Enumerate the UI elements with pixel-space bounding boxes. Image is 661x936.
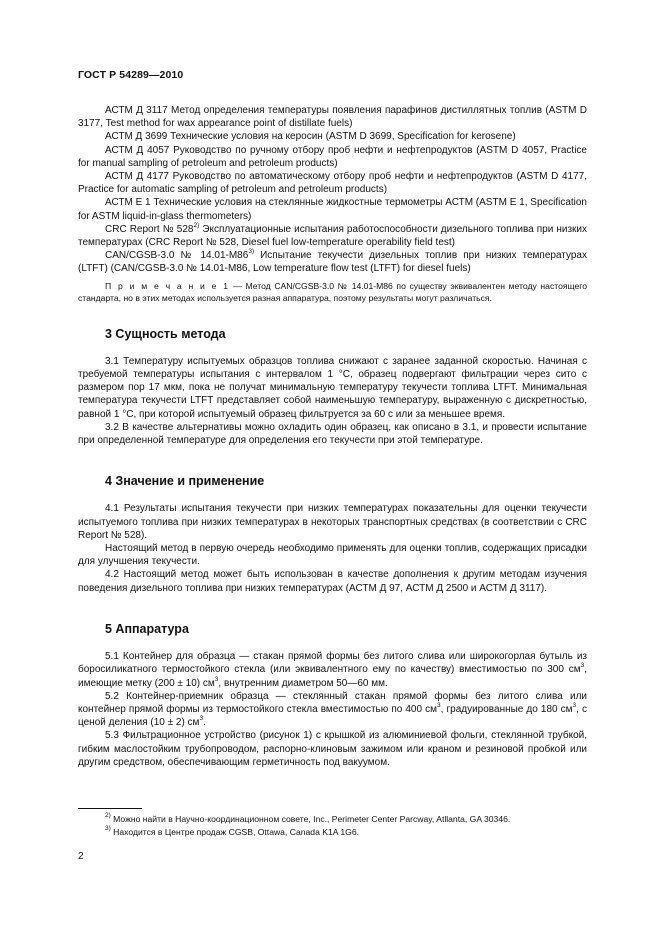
footnotes — [78, 813, 587, 839]
section-3-1: 3.1 Температуру испытуемых образцов топлива снижают с заранее заданной скоростью. Начиная с требуемой температуры испытания с интервалом 1 °С, образец подвергают фильтрации через сито с размером пор 17 мкм, пока не получат минимальную температуру текучести топлива LTFT. Минимальная температура текучести LTFT представляет собой наименьшую температуру, выраженную с дискретностью, равной 1 °С, при которой испытуемый образец фильтруется за 60 с или за меньшее время. — [78, 355, 587, 420]
footnote-ref-2: 2) — [193, 221, 200, 229]
reference-crc-code: CRC Report № 528 — [105, 223, 194, 235]
note-1 — [78, 280, 587, 304]
section-5-2-text-b: , градуированные до 180 см — [440, 703, 573, 715]
footnote-ref-3: 3) — [248, 248, 255, 256]
reference-astm-d3117: АСТМ Д 3117 Метод определения температуры появления парафинов дистиллятных топлив (ASTM D 3177, Test method for wax appearance point of distillate fuels) — [78, 105, 587, 130]
section-5-2-text-d: . — [203, 717, 206, 729]
document-header: ГОСТ Р 54289—2010 — [78, 69, 184, 81]
section-5-2-text-c: , с ценой деления (10 ± 2) см — [78, 703, 588, 729]
unit-superscript: 3 — [199, 715, 204, 723]
section-5-heading: 5 Аппаратура — [105, 621, 189, 636]
footnote-2 — [78, 813, 587, 826]
reference-can-text: Испытание текучести дизельных топлив при низких температурах (LTFT) (CAN/CGSB-3.0 № 14.01-M86, Low temperature flow test (LTFT) for diesel fuels) — [78, 250, 587, 275]
footnote-text: Находится в Центре продаж CGSB, Ottawa, Canada K1A 1G6. — [110, 827, 360, 837]
reference-astm-d4177: АСТМ Д 4177 Руководство по автоматическому отбору проб нефти и нефтепродуктов (ASTM D 4177, Practice for automatic sampling of petroleum and petroleum products) — [78, 171, 587, 196]
reference-astm-d4057: АСТМ Д 4057 Руководство по ручному отбору проб нефти и нефтепродуктов (ASTM D 4057, Practice for manual sampling of petroleum and petroleum products) — [78, 144, 587, 169]
section-5-1 — [78, 650, 587, 690]
footnote-divider — [78, 808, 142, 809]
section-5-1-text-a: 5.1 Контейнер для образца — стакан прямой формы без литого слива или широкогорлая бутыль из боросиликатного термостойкого стекла (или эквивалентного ему по качеству) вместимостью по 300 см — [78, 651, 587, 676]
page-number: 2 — [78, 851, 84, 862]
footnote-marker: 2) — [105, 812, 111, 819]
section-3-heading: 3 Сущность метода — [105, 326, 226, 341]
section-5-3: 5.3 Фильтрационное устройство (рисунок 1) с крышкой из алюминиевой фольги, стеклянной трубкой, гибким маслостойким трубопроводом, распорно-клиновым зажимом или краном и резиновой пробкой или другим средством, обеспечивающим герметичность под вакуумом. — [78, 730, 587, 768]
section-5-1-text-b: , имеющие метку (200 ± 10) см — [78, 664, 587, 689]
unit-superscript: 3 — [580, 662, 585, 670]
section-5-2-text-a: 5.2 Контейнер-приемник образца — стеклянный стакан прямой формы без литого слива или контейнер прямой формы из термостойкого стекла вместимостью по 400 см — [78, 690, 587, 715]
section-5-1-text-c: , внутренним диаметром 50—60 мм. — [218, 677, 388, 689]
reference-can-code: CAN/CGSB-3.0 № 14.01-M86 — [105, 250, 249, 262]
reference-crc-report — [78, 223, 587, 249]
unit-superscript: 3 — [572, 701, 577, 709]
reference-astm-d3699: АСТМ Д 3699 Технические условия на керосин (ASTM D 3699, Specification for kerosene) — [105, 131, 516, 143]
section-4-heading: 4 Значение и применение — [105, 474, 265, 489]
section-5-2 — [78, 690, 587, 730]
note-label: П р и м е ч а н и е 1 — [105, 280, 230, 291]
section-4-1-continued: Настоящий метод в первую очередь необходимо применять для оценки топлив, содержащих присадки для улучшения текучести. — [78, 543, 587, 568]
section-4-2: 4.2 Настоящий метод может быть использован в качестве дополнения к другим методам изучения поведения дизельного топлива при низких температурах (АСТМ Д 97, АСТМ Д 2500 и АСТМ Д 3117). — [78, 569, 587, 594]
footnote-marker: 3) — [105, 825, 111, 832]
note-text: — Метод CAN/CGSB-3.0 № 14.01-M86 по существу эквивалентен методу настоящего стандарта, но в этих методах используется разная аппаратура, поэтому результаты могут различаться. — [78, 280, 587, 303]
section-3-2: 3.2 В качестве альтернативы можно охладить один образец, как описано в 3.1, и провести испытание при определенной температуре для определения его текучести при этой температуре. — [78, 421, 587, 447]
footnote-3 — [78, 826, 587, 839]
unit-superscript: 3 — [437, 701, 441, 709]
reference-astm-e1: АСТМ Е 1 Технические условия на стеклянные жидкостные термометры АСТМ (ASTM E 1, Specification for ASTM liquid-in-glass thermometers) — [78, 197, 587, 222]
section-4-1: 4.1 Результаты испытания текучести при низких температурах показательны для оценки текучести испытуемого топлива при низких температурах в некоторых транспортных средствах (в соответствии с CRC Report № 528). — [78, 503, 587, 541]
reference-can-cgsb — [78, 249, 587, 275]
page-body — [78, 104, 587, 769]
unit-superscript: 3 — [214, 675, 219, 683]
footnote-text: Можно найти в Научно-координационном совете, Inc., Perimeter Center Parcway, Atllanta, GA 30346. — [110, 814, 511, 824]
reference-crc-text: Эксплуатационные испытания работоспособности дизельного топлива при низких температурах (CRC Report № 528, Diesel fuel low-temperature operability field test) — [78, 223, 587, 249]
